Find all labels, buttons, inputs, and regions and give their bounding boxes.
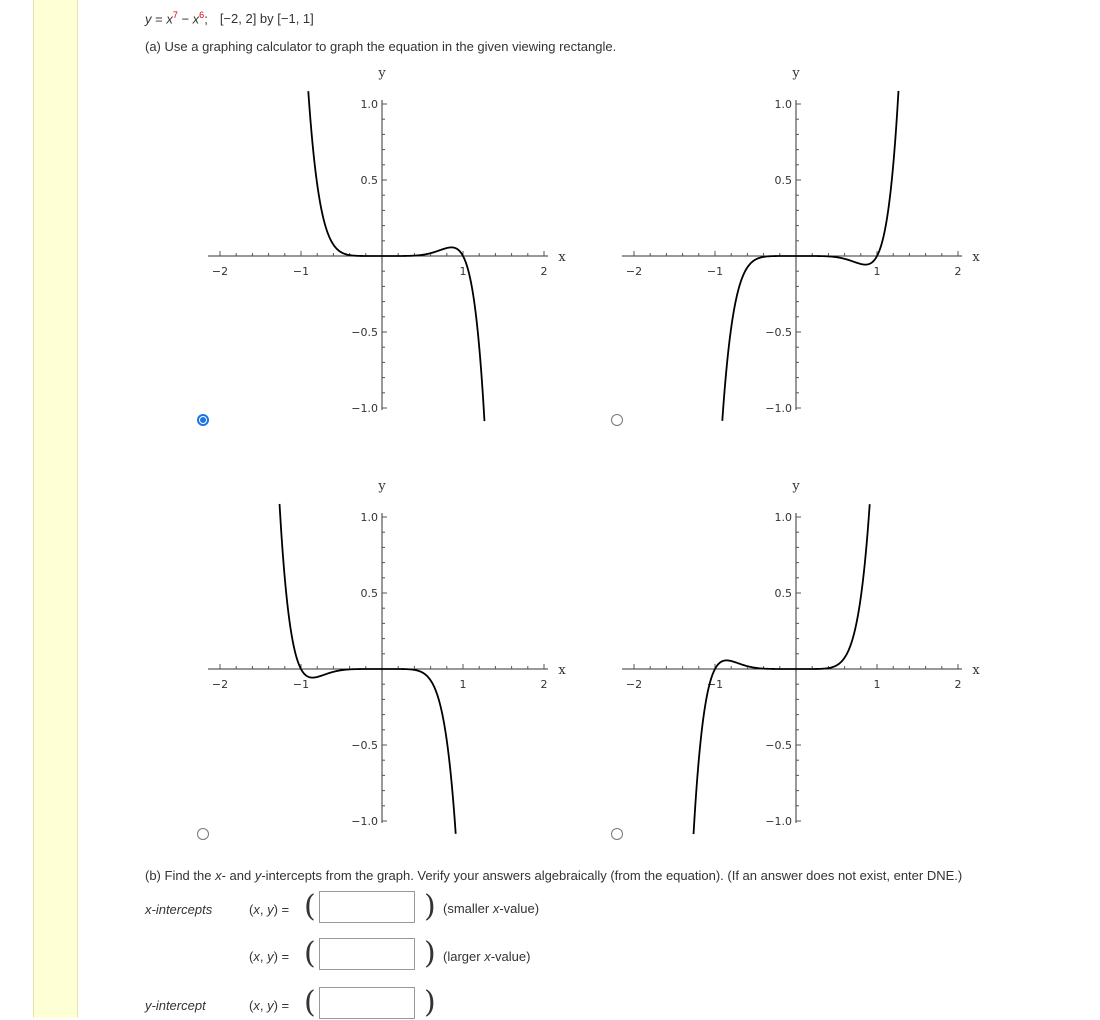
x-tick-label: −1 xyxy=(706,678,724,691)
y-tick-label: 0.5 xyxy=(774,174,792,187)
part-a-instruction: (a) Use a graphing calculator to graph the equation in the given viewing rectangle. xyxy=(145,39,617,54)
y-tick-label: −0.5 xyxy=(351,739,378,752)
xy-x-var: x xyxy=(253,998,260,1013)
part-b-x-var: x xyxy=(215,868,222,883)
x-tick-label: 1 xyxy=(873,265,881,278)
open-paren-3: ( xyxy=(304,985,316,1020)
close-paren-2: ) xyxy=(424,936,436,971)
part-b-y-var: y xyxy=(254,868,262,883)
xy-label-3: (x, y) = xyxy=(249,998,290,1013)
graph-option-1 xyxy=(200,60,580,430)
hint-smaller-var: x xyxy=(492,901,500,916)
xy-equals: ) = xyxy=(273,902,290,917)
larger-x-hint xyxy=(443,949,530,964)
y-tick-label: 1.0 xyxy=(774,511,792,524)
hint-smaller-pre: (smaller xyxy=(443,901,493,916)
eq-minus: − xyxy=(177,11,193,27)
part-b-post: -intercepts from the graph. Verify your answers algebraically (from the equation). (If an answer does not exist, enter DNE.) xyxy=(261,868,963,883)
eq-x1: x xyxy=(166,11,173,27)
y-tick-label: 0.5 xyxy=(360,587,378,600)
xy-y-var: y xyxy=(267,949,274,964)
hint-larger-var: x xyxy=(484,949,491,964)
x-tick-label: −2 xyxy=(625,678,643,691)
smaller-x-hint xyxy=(443,901,539,916)
y-tick-label: −1.0 xyxy=(351,815,378,828)
xy-equals: ) = xyxy=(273,998,290,1013)
hint-larger-pre: (larger xyxy=(443,949,485,964)
x-tick-label: −1 xyxy=(292,678,310,691)
eq-exponent-2: 6 xyxy=(199,10,205,20)
xy-comma: , xyxy=(259,998,268,1013)
x-tick-label: 2 xyxy=(954,265,962,278)
xy-x-var: x xyxy=(253,902,260,917)
x-tick-label: 1 xyxy=(459,678,467,691)
y-tick-label: −1.0 xyxy=(765,402,792,415)
y-axis-title: y xyxy=(378,66,386,81)
xy-label-1: (x, y) = xyxy=(249,902,290,917)
x-intercepts-label: x-intercepts xyxy=(145,902,213,917)
open-paren-1: ( xyxy=(304,889,316,924)
part-b-pre: (b) Find the xyxy=(145,868,216,883)
x-tick-label: 2 xyxy=(954,678,962,691)
x-intercept-smaller-input[interactable] xyxy=(319,891,415,923)
y-tick-label: −0.5 xyxy=(765,326,792,339)
open-paren-2: ( xyxy=(304,936,316,971)
x-axis-title: x xyxy=(972,250,980,265)
y-axis-title: y xyxy=(792,66,800,81)
problem-equation xyxy=(145,10,314,26)
y-axis-title: y xyxy=(792,479,800,494)
x-tick-label: −1 xyxy=(292,265,310,278)
x-tick-label: −2 xyxy=(625,265,643,278)
part-b-instruction xyxy=(145,868,962,883)
x-tick-label: −1 xyxy=(706,265,724,278)
y-tick-label: 0.5 xyxy=(360,174,378,187)
xy-y-var: y xyxy=(267,998,274,1013)
part-b-mid: - and xyxy=(221,868,255,883)
hint-larger-post: -value) xyxy=(490,949,531,964)
graph-option-4 xyxy=(614,473,994,843)
close-paren-1: ) xyxy=(424,889,436,924)
y-tick-label: 1.0 xyxy=(774,98,792,111)
y-tick-label: −1.0 xyxy=(351,402,378,415)
graph-option-2 xyxy=(614,60,994,430)
eq-y: y xyxy=(145,11,152,27)
y-intercept-input[interactable] xyxy=(319,987,415,1019)
x-tick-label: 1 xyxy=(873,678,881,691)
y-intercept-label: y-intercept xyxy=(145,998,206,1013)
xy-comma: , xyxy=(259,949,268,964)
y-tick-label: 1.0 xyxy=(360,511,378,524)
y-tick-label: 0.5 xyxy=(774,587,792,600)
eq-exponent-1: 7 xyxy=(172,10,178,20)
viewing-rectangle: [−2, 2] by [−1, 1] xyxy=(219,11,314,27)
y-tick-label: −0.5 xyxy=(765,739,792,752)
xy-x-var: x xyxy=(253,949,260,964)
x-axis-title: x xyxy=(972,663,980,678)
x-intercept-larger-input[interactable] xyxy=(319,938,415,970)
y-tick-label: −0.5 xyxy=(351,326,378,339)
eq-x2: x xyxy=(192,11,200,27)
x-tick-label: 2 xyxy=(540,265,548,278)
y-tick-label: 1.0 xyxy=(360,98,378,111)
x-tick-label: 2 xyxy=(540,678,548,691)
x-axis-title: x xyxy=(558,663,566,678)
eq-semicolon: ; xyxy=(204,11,208,27)
xy-label-2: (x, y) = xyxy=(249,949,290,964)
hint-smaller-post: -value) xyxy=(499,901,540,916)
xy-equals: ) = xyxy=(273,949,290,964)
x-tick-label: 1 xyxy=(459,265,467,278)
x-tick-label: −2 xyxy=(211,678,229,691)
x-tick-label: −2 xyxy=(211,265,229,278)
graph-option-3 xyxy=(200,473,580,843)
xy-comma: , xyxy=(259,902,268,917)
eq-equals: = xyxy=(151,11,167,27)
close-paren-3: ) xyxy=(424,985,436,1020)
xy-y-var: y xyxy=(267,902,274,917)
y-axis-title: y xyxy=(378,479,386,494)
y-tick-label: −1.0 xyxy=(765,815,792,828)
x-axis-title: x xyxy=(558,250,566,265)
